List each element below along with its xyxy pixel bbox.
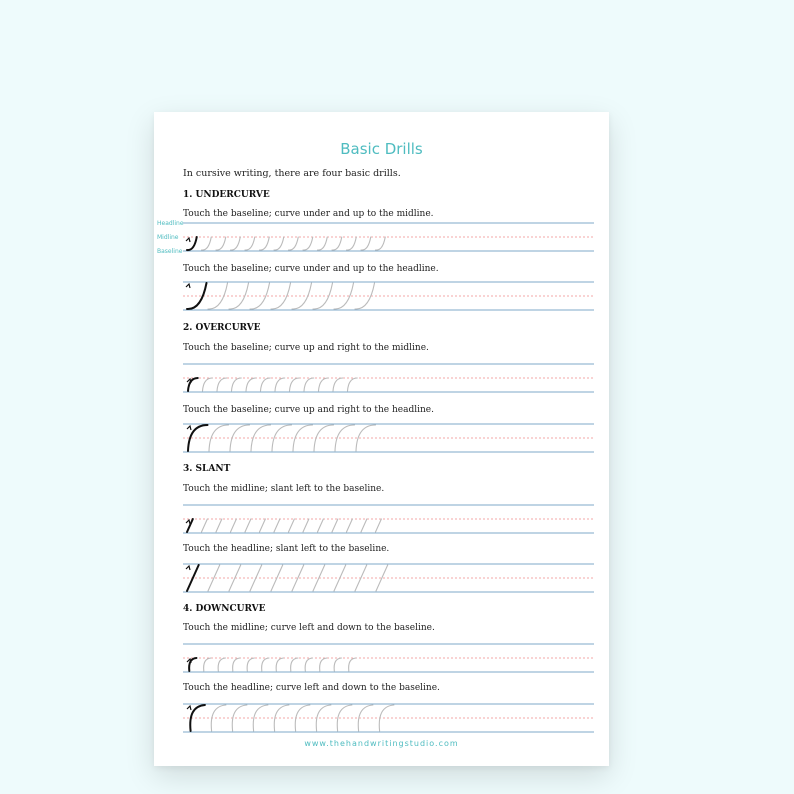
trace-stroke <box>274 519 280 532</box>
trace-stroke <box>216 519 222 532</box>
section-heading-undercurve: 1. UNDERCURVE <box>183 190 270 200</box>
trace-stroke <box>361 237 371 250</box>
worksheet-page <box>154 112 609 766</box>
trace-stroke <box>216 237 226 250</box>
writing-guide-lines <box>183 643 594 673</box>
trace-stroke <box>292 565 304 591</box>
trace-stroke <box>333 378 343 391</box>
trace-stroke <box>318 237 328 250</box>
trace-stroke <box>231 519 237 532</box>
trace-stroke <box>349 658 356 671</box>
trace-stroke <box>332 519 338 532</box>
footer-website: www.thehandwritingstudio.com <box>304 739 459 748</box>
trace-stroke <box>275 378 285 391</box>
writing-guide-lines <box>183 222 594 252</box>
trace-stroke <box>376 565 388 591</box>
writing-guide-lines <box>183 423 594 453</box>
writing-guide-lines <box>183 363 594 393</box>
trace-stroke <box>233 658 240 671</box>
trace-stroke <box>247 658 254 671</box>
section-heading-downcurve: 4. DOWNCURVE <box>183 604 266 614</box>
trace-stroke <box>332 237 342 250</box>
trace-stroke <box>291 658 298 671</box>
trace-stroke <box>217 378 227 391</box>
trace-stroke <box>246 378 256 391</box>
trace-stroke <box>303 519 309 532</box>
direction-arrow-icon <box>187 426 191 430</box>
trace-stroke <box>305 658 312 671</box>
drill-instruction: Touch the midline; curve left and down to the baseline. <box>183 623 435 633</box>
intro-text: In cursive writing, there are four basic drills. <box>183 168 401 179</box>
trace-stroke <box>376 519 382 532</box>
trace-stroke <box>245 237 255 250</box>
trace-stroke <box>348 378 358 391</box>
trace-stroke <box>261 378 271 391</box>
writing-guide-lines <box>183 703 594 733</box>
trace-stroke <box>334 658 341 671</box>
baseline-label: Baseline <box>157 248 183 255</box>
drill-instruction: Touch the baseline; curve up and right to the midline. <box>183 343 429 353</box>
trace-stroke <box>204 658 211 671</box>
drill-instruction: Touch the baseline; curve under and up to the headline. <box>183 264 439 274</box>
page-title: Basic Drills <box>340 140 423 158</box>
trace-stroke <box>313 565 325 591</box>
section-heading-slant: 3. SLANT <box>183 464 231 474</box>
direction-arrow-icon <box>187 706 191 710</box>
trace-stroke <box>276 658 283 671</box>
trace-stroke <box>231 237 241 250</box>
direction-arrow-icon <box>186 238 190 242</box>
direction-arrow-icon <box>186 284 190 288</box>
drill-instruction: Touch the headline; slant left to the baseline. <box>183 544 390 554</box>
trace-stroke <box>232 378 242 391</box>
trace-stroke <box>208 565 220 591</box>
midline-label: Midline <box>157 234 179 241</box>
trace-stroke <box>319 378 329 391</box>
trace-stroke <box>318 519 324 532</box>
trace-stroke <box>303 237 313 250</box>
drill-instruction: Touch the baseline; curve up and right to the headline. <box>183 405 434 415</box>
trace-stroke <box>218 658 225 671</box>
trace-stroke <box>202 237 212 250</box>
trace-stroke <box>290 378 300 391</box>
trace-stroke <box>347 519 353 532</box>
trace-stroke <box>289 237 299 250</box>
trace-stroke <box>274 237 284 250</box>
trace-stroke <box>347 237 357 250</box>
drill-instruction: Touch the headline; curve left and down to the baseline. <box>183 683 440 693</box>
section-heading-overcurve: 2. OVERCURVE <box>183 323 261 333</box>
trace-stroke <box>376 237 386 250</box>
trace-stroke <box>260 237 270 250</box>
drill-instruction: Touch the midline; slant left to the baseline. <box>183 484 385 494</box>
direction-arrow-icon <box>187 379 191 383</box>
headline-label: Headline <box>157 220 184 227</box>
trace-stroke <box>229 565 241 591</box>
trace-stroke <box>260 519 266 532</box>
writing-guide-lines <box>183 504 594 534</box>
trace-stroke <box>202 519 208 532</box>
trace-stroke <box>262 658 269 671</box>
trace-stroke <box>361 519 367 532</box>
trace-stroke <box>203 378 213 391</box>
drill-instruction: Touch the baseline; curve under and up to the midline. <box>183 209 434 219</box>
trace-stroke <box>320 658 327 671</box>
writing-guide-lines <box>183 281 594 311</box>
trace-stroke <box>245 519 251 532</box>
trace-stroke <box>304 378 314 391</box>
direction-arrow-icon <box>186 566 190 570</box>
direction-arrow-icon <box>186 520 190 524</box>
writing-guide-lines <box>183 563 594 593</box>
trace-stroke <box>289 519 295 532</box>
